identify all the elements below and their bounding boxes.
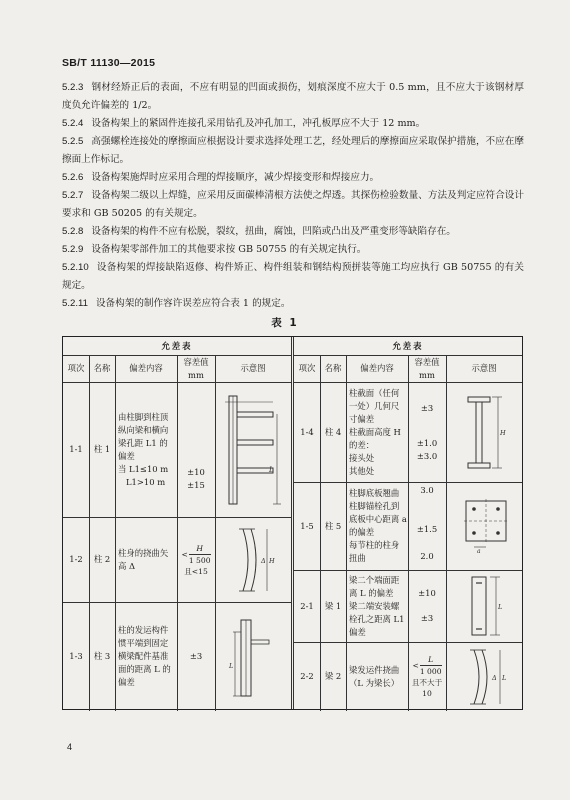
paragraph-text: 设备构架上的紧固件连接孔采用钻孔及冲孔加工，冲孔板厚应不大于 12 mm。 (91, 118, 426, 129)
row-id: 1-4 (300, 426, 314, 437)
paragraph-5-2-5 (62, 133, 524, 169)
svg-text:L: L (229, 662, 234, 670)
tol-a: ±3 (420, 402, 434, 413)
row-id: 1-5 (300, 520, 314, 531)
beam-length-diagram (466, 575, 506, 637)
tol-a: ±10 (418, 588, 436, 598)
col-header-id: 项次 (298, 363, 316, 373)
row-name: 梁 1 (324, 600, 342, 611)
tol-d: ±3.0 (416, 450, 438, 461)
table-right-half (294, 337, 524, 709)
tol-2: ±15 (187, 479, 205, 490)
col-header-name: 名称 (93, 363, 111, 373)
tol-1: ±10 (187, 466, 205, 477)
row-name: 柱 1 (93, 444, 111, 454)
paragraph-number: 5.2.8 (62, 226, 84, 237)
paragraph-number: 5.2.9 (62, 244, 84, 255)
svg-text:H: H (269, 557, 275, 565)
paragraph-number: 5.2.5 (62, 136, 84, 147)
row-id: 1-3 (69, 651, 83, 661)
tol-prefix: < (412, 661, 419, 670)
col-header-name: 名称 (324, 363, 342, 373)
content-a: 柱脚底板翘曲 (349, 488, 400, 498)
base-plate-diagram (462, 497, 510, 553)
paragraph-number: 5.2.10 (62, 262, 89, 273)
row-tolerance (408, 642, 446, 711)
row-name: 柱 4 (324, 426, 342, 437)
paragraph-text: 设备构架的构件不应有松脱，裂纹，扭曲，腐蚀，凹陷或凸出及严重变形等缺陷存在。 (91, 226, 456, 237)
row-content: 柱身的挠曲矢高 Δ (118, 547, 169, 571)
col-header-diagram: 示意图 (240, 363, 266, 373)
tol-extra: 且不大于 10 (411, 678, 443, 698)
row-content (118, 382, 176, 517)
paragraph-5-2-11 (62, 295, 524, 313)
tol-c: 2.0 (420, 551, 434, 561)
content-b: 柱截面高度 H 的差： (349, 426, 401, 450)
tol-numerator: H (189, 543, 211, 555)
paragraph-text: 高强螺栓连接处的摩擦面应根据设计要求选择处理工艺，经处理后的摩擦面应采取保护措施，不应在摩擦面上作标记。 (62, 136, 524, 165)
content-a: 梁二个端面距离 L 的偏差 (349, 574, 400, 598)
row-id: 2-1 (300, 600, 314, 611)
paragraph-number: 5.2.6 (62, 172, 84, 183)
col-header-tolerance: 容差值 mm (414, 356, 440, 380)
svg-text:Δ: Δ (492, 674, 497, 682)
row-content: 梁发运件挠曲（L 为梁长） (349, 664, 400, 688)
row-tolerance (177, 517, 215, 602)
paragraph-5-2-6 (62, 169, 524, 187)
paragraph-text: 设备构架的制作容许误差应符合表 1 的规定。 (95, 298, 291, 309)
row-content (349, 382, 407, 482)
tol-b: ±3 (420, 613, 434, 623)
paragraph-5-2-7 (62, 187, 524, 223)
svg-text:L: L (502, 674, 507, 682)
row-name: 柱 5 (324, 520, 342, 531)
content-main: 由柱脚到柱顶纵向梁和横向梁孔距 L1 的偏差 (118, 411, 169, 461)
paragraph-5-2-10 (62, 259, 524, 295)
row-content (349, 482, 407, 570)
tolerance-table (62, 336, 523, 710)
group-header: 允差表 (161, 340, 193, 351)
row-tolerance (408, 570, 446, 642)
tol-denominator: 1 500 (188, 555, 211, 565)
content-b: 柱脚锚栓孔到底板中心距离 a 的偏差 (349, 501, 407, 537)
svg-text:H: H (500, 429, 506, 437)
col-header-content: 偏差内容 (129, 363, 163, 373)
group-header: 允差表 (392, 340, 424, 351)
paragraph-text: 设备构架二级以上焊缝，应采用反面碳棒清根方法使之焊透。其探伤检验数量、方法及判定应符合设计要求和 GB 50205 的有关规定。 (62, 190, 524, 219)
row-name: 梁 2 (324, 671, 342, 681)
column-deflection-diagram (233, 525, 277, 595)
paragraph-5-2-8 (62, 223, 524, 241)
paragraph-5-2-3 (62, 79, 524, 115)
content-cond-2: L1>10 m (126, 476, 166, 487)
content-cond-1: 当 L1≤10 m (118, 463, 169, 474)
paragraph-number: 5.2.11 (62, 298, 88, 309)
col-header-diagram: 示意图 (471, 363, 497, 373)
tol-denominator: 1 000 (419, 667, 442, 676)
tol-c: ±1.0 (416, 437, 438, 448)
row-content (349, 570, 407, 642)
svg-text:Δ: Δ (261, 557, 266, 565)
row-tolerance: ±3 (189, 651, 203, 661)
row-tolerance (408, 382, 446, 482)
paragraph-text: 钢材经矫正后的表面，不应有明显的凹面或损伤，划痕深度不应大于 0.5 mm，且不应大于该钢材厚度负允许偏差的 1/2。 (62, 82, 524, 111)
content-b: 梁二端安装螺栓孔之距离 L1 偏差 (349, 600, 405, 637)
page-number: 4 (67, 742, 73, 752)
paragraph-number: 5.2.7 (62, 190, 84, 201)
row-tolerance (408, 482, 446, 570)
beam-deflection-diagram (466, 648, 510, 706)
row-id: 1-2 (69, 554, 83, 564)
paragraph-5-2-9 (62, 241, 524, 259)
col-header-id: 项次 (67, 363, 85, 373)
content-c: 每节柱的柱身扭曲 (349, 540, 400, 563)
tol-numerator: L (420, 654, 442, 666)
paragraph-5-2-4 (62, 115, 524, 133)
tol-b: ±1.5 (416, 524, 438, 534)
column-section-diagram (462, 391, 508, 475)
table-left-half (63, 337, 291, 709)
table-caption: 表 1 (271, 317, 299, 329)
col-header-content: 偏差内容 (360, 363, 394, 373)
row-name: 柱 2 (93, 554, 111, 564)
paragraph-text: 设备构架施焊时应采用合理的焊接顺序，减少焊接变形和焊接应力。 (91, 172, 380, 183)
svg-text:L: L (269, 466, 274, 474)
col-header-tolerance: 容差值 mm (183, 356, 209, 380)
row-content: 柱的发运构件惯平端到固定横梁配件基准面的距离 L 的偏差 (118, 625, 171, 687)
content-d: 其他处 (349, 465, 375, 476)
content-c: 接头处 (349, 452, 375, 463)
row-tolerance (177, 382, 215, 517)
svg-text:a: a (477, 548, 481, 555)
paragraph-number: 5.2.3 (62, 82, 84, 93)
column-beam-holes-diagram (221, 392, 285, 510)
column-shipping-diagram (229, 612, 281, 702)
tol-extra: 且<15 (184, 566, 208, 576)
svg-text:L: L (498, 603, 503, 611)
tol-a: 3.0 (420, 485, 434, 495)
row-id: 2-2 (300, 671, 314, 681)
content-a: 柱截面（任何一处）几何尺寸偏差 (349, 387, 400, 424)
row-name: 柱 3 (93, 651, 111, 661)
paragraph-text: 设备构架零部件加工的其他要求按 GB 50755 的有关规定执行。 (91, 244, 367, 255)
paragraph-text: 设备构架的焊接缺陷返修、构件矫正、构件组装和钢结构预拼装等施工均应执行 GB 50755 的有关规定。 (62, 262, 524, 291)
row-id: 1-1 (69, 444, 83, 454)
tol-prefix: < (181, 549, 188, 559)
standard-code: SB/T 11130—2015 (62, 57, 156, 69)
paragraph-number: 5.2.4 (62, 118, 84, 129)
